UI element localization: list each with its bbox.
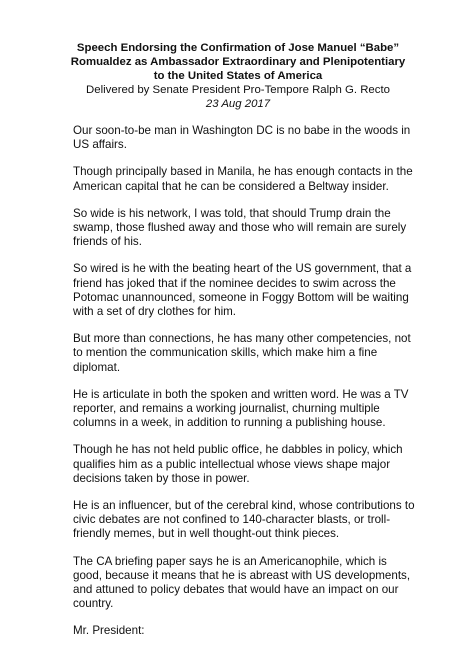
paragraph-7: Though he has not held public office, he dabbles in policy, which qualifies him as a public intellectual whose views shape major decisions taken by those in power.: [73, 443, 403, 485]
paragraph-2: Though principally based in Manila, he has enough contacts in the American capital that he can be considered a Beltway insider.: [73, 165, 413, 193]
paragraph-3: So wide is his network, I was told, that should Trump drain the swamp, those flushed away and those who will remain are surely friends of his.: [73, 206, 407, 249]
title-line-3: to the United States of America: [153, 70, 323, 82]
speech-header: [60, 41, 416, 111]
speech-body: [73, 124, 419, 652]
paragraph-10: Mr. President:: [73, 624, 145, 638]
paragraph-6: He is articulate in both the spoken and written word. He was a TV reporter, and remains a working journalist, churning multiple columns in a week, in addition to running a publishing house.: [73, 387, 409, 430]
title-line-2: Romualdez as Ambassador Extraordinary and Plenipotentiary: [70, 56, 406, 68]
speech-date: 23 Aug 2017: [205, 98, 271, 110]
paragraph-9: The CA briefing paper says he is an Americanophile, which is good, because it means that he is abreast with US developments, and attuned to policy debates that would have an impact on our country.: [73, 554, 411, 611]
title-line-1: Speech Endorsing the Confirmation of Jose Manuel “Babe”: [76, 42, 400, 54]
paragraph-1: Our soon-to-be man in Washington DC is no babe in the woods in US affairs.: [73, 124, 411, 152]
paragraph-4: So wired is he with the beating heart of the US government, that a friend has joked that if the nominee decides to swim across the Potomac unannounced, someone in Foggy Bottom will be waiting with a set of dry clothes for him.: [73, 262, 412, 319]
delivered-by: Delivered by Senate President Pro-Tempore Ralph G. Recto: [86, 84, 390, 96]
paragraph-5: But more than connections, he has many other competencies, not to mention the communication skills, which make him a fine diplomat.: [73, 332, 411, 374]
paragraph-8: He is an influencer, but of the cerebral kind, whose contributions to civic debates are not confined to 140-character blasts, or troll-friendly memes, but in well thought-out think pieces.: [73, 499, 415, 541]
